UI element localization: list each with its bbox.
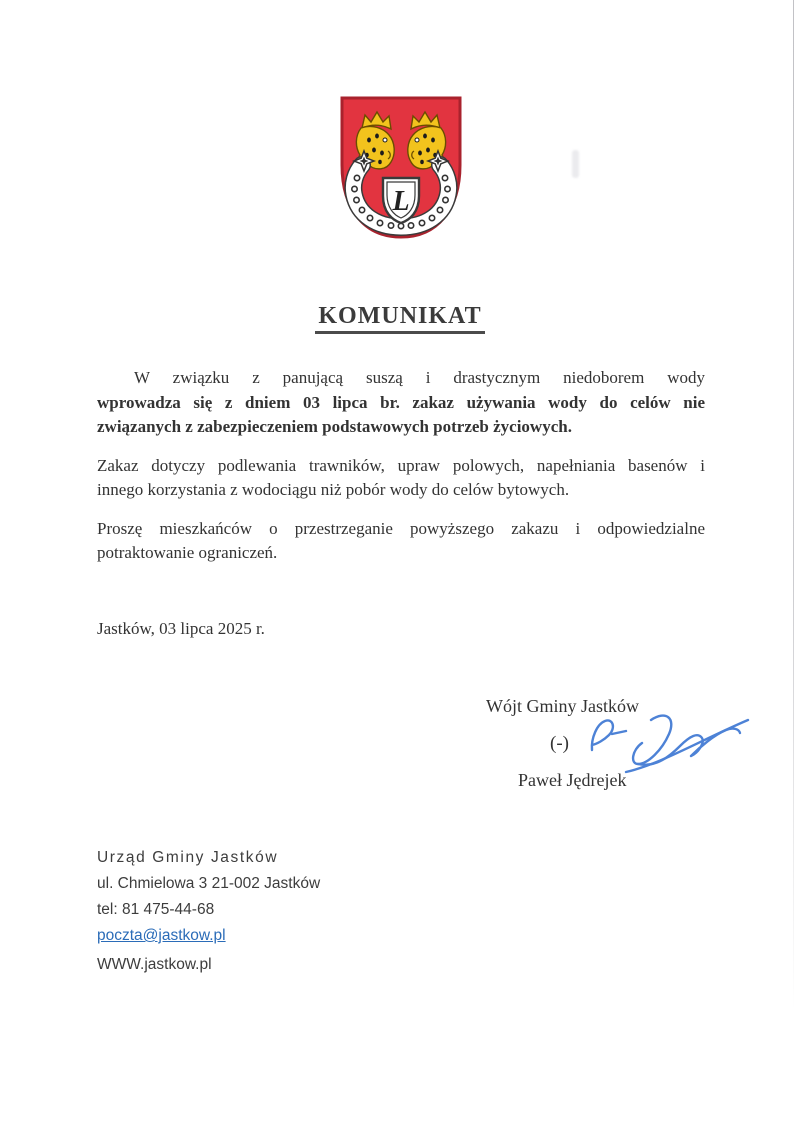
title-row: [0, 303, 800, 334]
footer-address: ul. Chmielowa 3 21-002 Jastków: [97, 875, 321, 892]
paragraph-1-line-2: wprowadza się z dniem 03 lipca br. zakaz używania wody do celów nie: [97, 392, 705, 412]
dateline: Jastków, 03 lipca 2025 r.: [97, 619, 265, 638]
signer-title: Wójt Gminy Jastków: [486, 696, 639, 716]
email-link[interactable]: poczta@jastkow.pl: [97, 927, 226, 944]
coat-of-arms-icon: [337, 93, 465, 243]
body-text: [97, 366, 705, 580]
paragraph-2-line-1: Zakaz dotyczy podlewania trawników, upraw polowych, napełniania basenów i: [97, 455, 705, 475]
footer-phone: tel: 81 475-44-68: [97, 901, 215, 918]
paragraph-3-line-2: potraktowanie ograniczeń.: [97, 543, 278, 562]
coat-letter: L: [392, 186, 410, 217]
paragraph-2: [97, 454, 705, 503]
footer-website: WWW.jastkow.pl: [97, 956, 212, 973]
footer-contact-block: [97, 849, 320, 982]
scan-edge-artifact: [793, 0, 794, 1010]
signer-name: Paweł Jędrejek: [518, 770, 627, 790]
paragraph-1: [97, 366, 705, 440]
footer-organization: Urząd Gminy Jastków: [97, 849, 279, 866]
scan-smudge-artifact: [572, 150, 579, 178]
page-title: KOMUNIKAT: [315, 303, 484, 334]
paragraph-1-line-3: związanych z zabezpieczeniem podstawowych potrzeb życiowych.: [97, 417, 572, 436]
signature-mark: (-): [550, 733, 569, 754]
paragraph-1-line-1: W związku z panującą suszą i drastycznym niedoborem wody: [134, 368, 705, 387]
paragraph-2-line-2: innego korzystania z wodociągu niż pobór wody do celów bytowych.: [97, 480, 570, 499]
handwritten-signature-ink: [576, 706, 756, 780]
paragraph-3-line-1: Proszę mieszkańców o przestrzeganie powyższego zakazu i odpowiedzialne: [97, 518, 705, 538]
paragraph-3: [97, 517, 705, 566]
